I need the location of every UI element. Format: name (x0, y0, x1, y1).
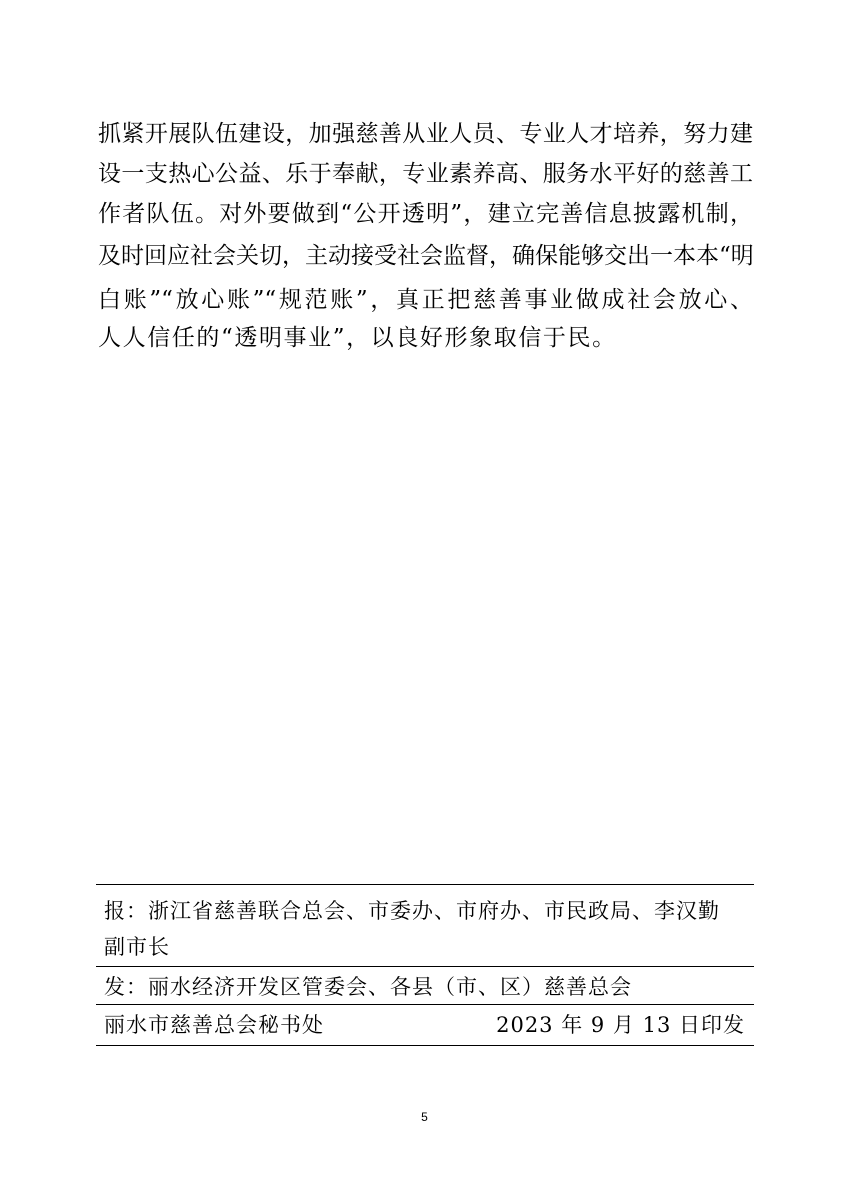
body-line-1: 抓紧开展队伍建设，加强慈善从业人员、专业人才培养，努力建 (98, 121, 753, 147)
footer-rule-middle (96, 966, 754, 967)
footer-rule-bottom (96, 1045, 754, 1046)
report-to-line-2: 副市长 (104, 935, 170, 959)
footer-rule-top (96, 884, 754, 885)
body-line-4: 及时回应社会关切，主动接受社会监督，确保能够交出一本本“明 (98, 243, 754, 269)
send-to-line: 发：丽水经济开发区管委会、各县（市、区）慈善总会 (104, 975, 632, 999)
report-to-line-1: 报：浙江省慈善联合总会、市委办、市府办、市民政局、李汉勤 (104, 899, 720, 923)
issue-date: 2023 年 9 月 13 日印发 (496, 1013, 745, 1037)
issuer-name: 丽水市慈善总会秘书处 (104, 1013, 324, 1037)
footer-rule-lower (96, 1004, 754, 1005)
body-line-2: 设一支热心公益、乐于奉献，专业素养高、服务水平好的慈善工 (98, 161, 753, 187)
body-line-6: 人人信任的“透明事业”，以良好形象取信于民。 (98, 325, 617, 351)
body-line-5: 白账”“放心账”“规范账”，真正把慈善事业做成社会放心、 (98, 287, 753, 313)
page-number: 5 (421, 1110, 428, 1124)
body-line-3: 作者队伍。对外要做到“公开透明”，建立完善信息披露机制， (98, 201, 753, 227)
